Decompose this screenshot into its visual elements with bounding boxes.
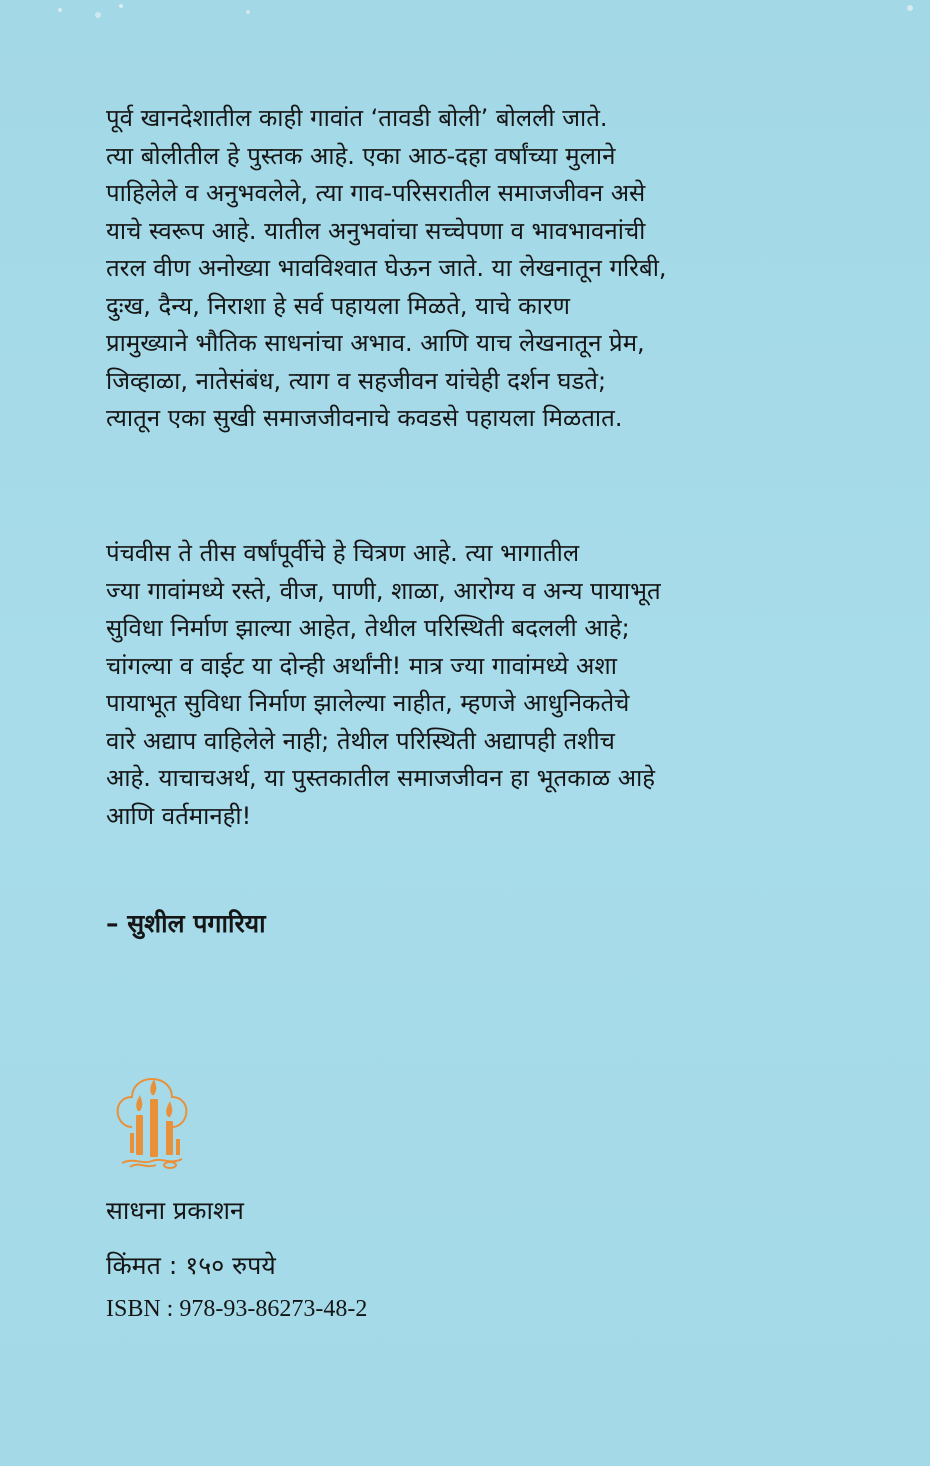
blurb-line: ज्या गावांमध्ये रस्ते, वीज, पाणी, शाळा, आरोग्य व अन्य पायाभूत [106, 576, 661, 605]
paper-specks-decoration [0, 0, 930, 40]
blurb-paragraph-1 [106, 100, 826, 438]
blurb-line: पायाभूत सुविधा निर्माण झालेल्या नाहीत, म्हणजे आधुनिकतेचे [106, 689, 630, 717]
isbn-label: ISBN : 978-93-86273-48-2 [106, 1296, 368, 1322]
blurb-line: सुविधा निर्माण झाल्या आहेत, तेथील परिस्थिती बदलली आहे; [106, 614, 630, 642]
blurb-line: याचे स्वरूप आहे. यातील अनुभवांचा सच्चेपणा व भावभावनांची [106, 216, 646, 245]
blurb-line: तरल वीण अनोख्या भावविश्वात घेऊन जाते. या लेखनातून गरिबी, [106, 254, 667, 282]
blurb-line: दुःख, दैन्य, निराशा हे सर्व पहायला मिळते, याचे कारण [106, 291, 570, 320]
blurb-line: आणि वर्तमानही! [106, 801, 252, 830]
blurb-line: त्या बोलीतील हे पुस्तक आहे. एका आठ-दहा वर्षांच्या मुलाने [106, 141, 616, 170]
blurb-paragraph-2 [106, 535, 826, 835]
blurb-line: वारे अद्याप वाहिलेले नाही; तेथील परिस्थिती अद्यापही तशीच [106, 726, 615, 755]
blurb-line: पूर्व खानदेशातील काही गावांत ‘तावडी बोली’ बोलली जाते. [106, 104, 608, 132]
blurb-line: आहे. याचाचअर्थ, या पुस्तकातील समाजजीवन हा भूतकाळ आहे [106, 764, 655, 792]
candles-logo-icon [112, 1073, 192, 1173]
author-signature: – सुशील पगारिया [106, 909, 266, 938]
blurb-line: जिव्हाळा, नातेसंबंध, त्याग व सहजीवन यांचेही दर्शन घडते; [106, 366, 607, 395]
publisher-name: साधना प्रकाशन [106, 1196, 244, 1225]
blurb-line: प्रामुख्याने भौतिक साधनांचा अभाव. आणि याच लेखनातून प्रेम, [106, 329, 645, 357]
blurb-line: पाहिलेले व अनुभवलेले, त्या गाव-परिसरातील समाजजीवन असे [106, 179, 646, 207]
blurb-line: पंचवीस ते तीस वर्षांपूर्वीचे हे चित्रण आहे. त्या भागातील [106, 539, 580, 567]
blurb-line: चांगल्या व वाईट या दोन्ही अर्थांनी! मात्र ज्या गावांमध्ये अशा [106, 651, 617, 680]
blurb-line: त्यातून एका सुखी समाजजीवनाचे कवडसे पहायला मिळतात. [106, 404, 623, 432]
price-label: किंमत : १५० रुपये [106, 1251, 276, 1280]
